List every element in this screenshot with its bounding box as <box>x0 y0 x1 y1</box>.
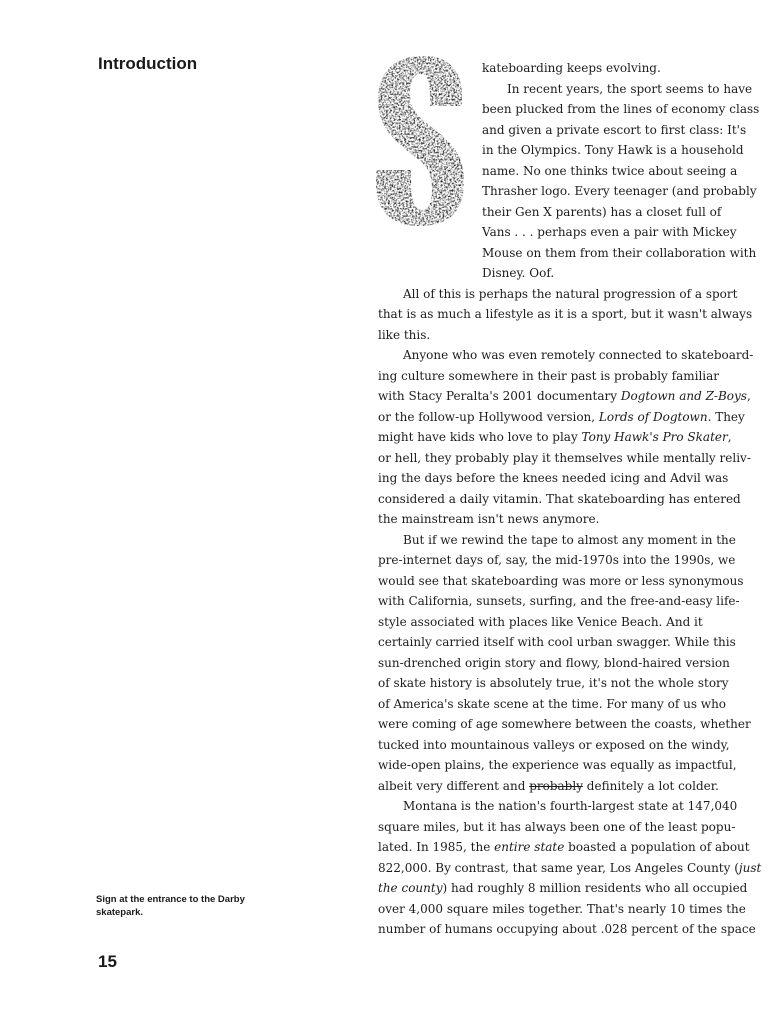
body-text-span: with Stacy Peralta's 2001 documentary <box>378 389 621 403</box>
body-line <box>403 345 753 365</box>
body-text-span: just <box>738 860 762 875</box>
body-line <box>378 776 719 796</box>
page-number: 15 <box>98 952 117 971</box>
body-text-span: over 4,000 square miles together. That's nearly 10 times the <box>378 901 746 916</box>
body-text-span: kateboarding keeps evolving. <box>482 61 661 75</box>
body-text-span: would see that skateboarding was more or less synonymous <box>378 573 744 588</box>
body-text-span: entire state <box>494 840 565 854</box>
body-line <box>403 530 736 550</box>
body-line <box>378 571 744 591</box>
body-line <box>482 181 757 201</box>
body-text-span: style associated with places like Venice Beach. And it <box>378 614 703 629</box>
body-text-span: or hell, they probably play it themselves while mentally reliv- <box>378 450 751 465</box>
body-text-span: Dogtown and Z-Boys <box>620 389 747 403</box>
body-text-span: In recent years, the sport seems to have <box>507 81 753 96</box>
body-line <box>378 919 756 939</box>
body-text-span: number of humans occupying about .028 percent of the space <box>378 922 756 936</box>
body-line <box>378 858 761 878</box>
body-line <box>378 817 735 837</box>
body-text-span: were coming of age somewhere between the coasts, whether <box>378 717 751 731</box>
body-text-span: and given a private escort to first class: It's <box>482 122 747 137</box>
body-text-span: ing culture somewhere in their past is probably familiar <box>378 368 720 383</box>
body-line <box>378 509 599 529</box>
body-text-span: But if we rewind the tape to almost any moment in the <box>403 532 736 547</box>
body-text-span: in the Olympics. Tony Hawk is a household <box>482 143 744 157</box>
body-line <box>378 714 751 734</box>
body-text-span: Thrasher logo. Every teenager (and probably <box>482 184 757 198</box>
body-line <box>378 899 746 919</box>
body-line <box>378 448 751 468</box>
body-text-span: considered a daily vitamin. That skateboarding has entered <box>378 491 741 506</box>
body-text-span: lated. In 1985, the <box>378 840 495 854</box>
body-text-span: probably <box>529 778 583 793</box>
body-line <box>378 468 728 488</box>
body-text-span: definitely a lot colder. <box>582 778 719 793</box>
body-line <box>378 632 736 652</box>
body-text-span: , <box>727 430 732 444</box>
body-text-span: the county <box>378 881 443 895</box>
body-text-span: Lords of Dogtown <box>598 409 708 424</box>
body-text-span: name. No one thinks twice about seeing a <box>482 163 738 178</box>
photo-caption: Sign at the entrance to the Darby skatepark. <box>96 894 245 918</box>
body-line <box>378 591 740 611</box>
body-text-span: . They <box>707 409 745 424</box>
body-text-span: pre-internet days of, say, the mid-1970s into the 1990s, we <box>378 553 736 567</box>
body-text-span: All of this is perhaps the natural progression of a sport <box>403 286 738 301</box>
body-text-span: sun-drenched origin story and flowy, blond-haired version <box>378 655 730 670</box>
body-text-span: Tony Hawk's Pro Skater <box>581 430 728 444</box>
body-line <box>482 161 737 181</box>
body-line <box>482 58 661 78</box>
body-line <box>482 140 744 160</box>
body-text-span: of skate history is absolutely true, it's not the whole story <box>378 676 729 690</box>
body-line <box>378 673 729 693</box>
body-line <box>378 550 735 570</box>
body-line <box>378 325 430 345</box>
body-text-span: wide-open plains, the experience was equally as impactful, <box>378 758 737 772</box>
body-line <box>403 284 737 304</box>
body-line <box>482 222 737 242</box>
body-line <box>378 366 719 386</box>
body-line <box>378 489 741 509</box>
body-text-span: that is as much a lifestyle as it is a sport, but it wasn't always <box>378 307 753 321</box>
body-text-span: Vans . . . perhaps even a pair with Mickey <box>482 225 737 239</box>
body-line <box>378 694 726 714</box>
body-text-span: square miles, but it has always been one of the least popu- <box>378 819 736 834</box>
body-line <box>482 243 756 263</box>
body-text-span: might have kids who love to play <box>378 430 582 444</box>
body-text-span: certainly carried itself with cool urban swagger. While this <box>378 635 736 649</box>
body-text-span: Montana is the nation's fourth-largest state at 147,040 <box>403 799 738 813</box>
body-line <box>482 263 554 283</box>
body-line <box>378 612 703 632</box>
body-text-span: or the follow-up Hollywood version, <box>378 409 599 424</box>
body-line <box>482 99 759 119</box>
body-text-span: Anyone who was even remotely connected to skateboard- <box>403 348 754 362</box>
body-line <box>378 653 730 673</box>
body-text-span: Mouse on them from their collaboration with <box>482 245 757 260</box>
body-line <box>378 407 745 427</box>
body-text-span: Disney. Oof. <box>482 266 555 280</box>
body-line <box>403 796 737 816</box>
section-heading: Introduction <box>98 54 198 73</box>
body-line <box>378 755 737 775</box>
body-text-span: , <box>746 389 751 403</box>
body-text-span: been plucked from the lines of economy class <box>482 102 760 116</box>
body-line <box>378 837 750 857</box>
body-line <box>378 304 752 324</box>
body-text-span: their Gen X parents) has a closet full of <box>482 204 722 219</box>
body-line <box>378 735 730 755</box>
body-line <box>378 427 732 447</box>
body-text-span: ) had roughly 8 million residents who all occupied <box>442 881 748 895</box>
body-line <box>482 202 721 222</box>
body-line <box>378 878 747 898</box>
body-line <box>507 79 752 99</box>
body-text-span: albeit very different and <box>378 778 530 793</box>
body-text-span: tucked into mountainous valleys or exposed on the windy, <box>378 737 730 752</box>
body-text-span: like this. <box>378 327 431 342</box>
body-line <box>482 120 746 140</box>
body-text-span: 822,000. By contrast, that same year, Los Angeles County ( <box>378 860 739 875</box>
body-text-span: ing the days before the knees needed icing and Advil was <box>378 471 729 485</box>
body-text-span: boasted a population of about <box>564 840 750 854</box>
body-text-span: the mainstream isn't news anymore. <box>378 512 600 526</box>
body-text-span: with California, sunsets, surfing, and the free-and-easy life- <box>378 594 740 608</box>
body-text-span: of America's skate scene at the time. For many of us who <box>378 696 727 711</box>
body-line <box>378 386 751 406</box>
